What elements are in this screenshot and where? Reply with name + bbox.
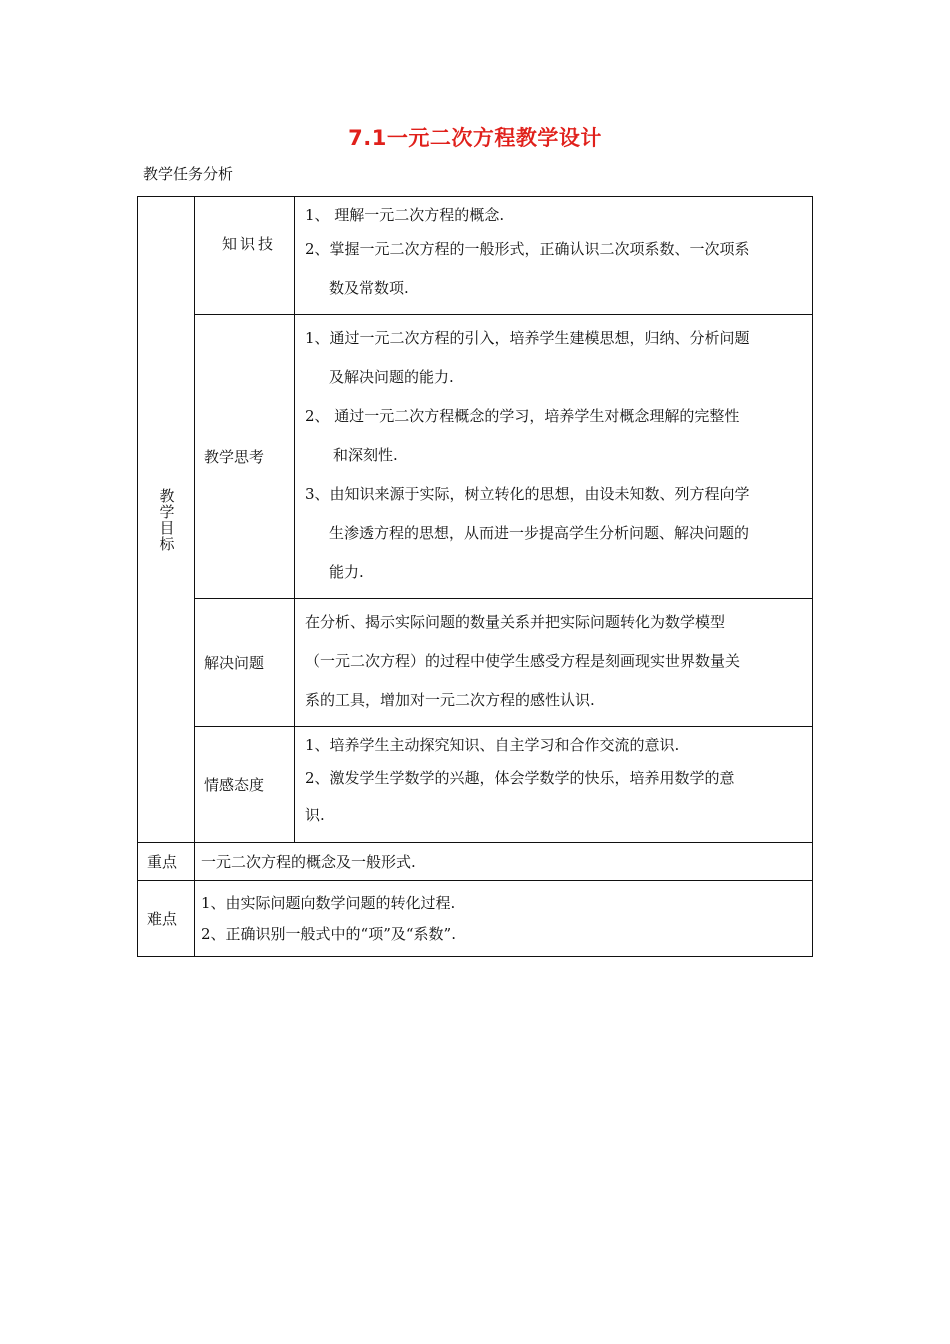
table-row bbox=[138, 727, 813, 843]
content-line: 识. bbox=[305, 806, 325, 824]
table-row bbox=[138, 881, 813, 957]
section-content bbox=[295, 599, 813, 727]
content-line: 1、 理解一元二次方程的概念. bbox=[305, 206, 505, 224]
difficulty-label: 难点 bbox=[138, 881, 195, 957]
teaching-analysis-table bbox=[137, 196, 813, 957]
document-title: 7.1一元二次方程教学设计 bbox=[348, 126, 602, 150]
content-line: 2、 通过一元二次方程概念的学习，培养学生对概念理解的完整性 bbox=[305, 407, 740, 425]
content-line: 1、通过一元二次方程的引入，培养学生建模思想，归纳、分析问题 bbox=[305, 329, 750, 347]
content-line: （一元二次方程）的过程中使学生感受方程是刻画现实世界数量关 bbox=[305, 652, 741, 670]
section-content bbox=[295, 315, 813, 599]
content-line: 2、掌握一元二次方程的一般形式，正确认识二次项系数、一次项系 bbox=[305, 240, 750, 258]
content-line: 及解决问题的能力. bbox=[329, 368, 454, 386]
section-content bbox=[295, 727, 813, 843]
table-row bbox=[138, 315, 813, 599]
content-line: 1、由实际问题向数学问题的转化过程. bbox=[201, 893, 456, 912]
section-label: 知识技 bbox=[195, 197, 295, 315]
content-line: 1、培养学生主动探究知识、自主学习和合作交流的意识. bbox=[305, 736, 680, 754]
content-line: 在分析、揭示实际问题的数量关系并把实际问题转化为数学模型 bbox=[305, 613, 726, 631]
table-row bbox=[138, 197, 813, 315]
content-line: 2、激发学生学数学的兴趣，体会学数学的快乐，培养用数学的意 bbox=[305, 769, 735, 787]
key-point-label: 重点 bbox=[138, 843, 195, 881]
section-label: 教学思考 bbox=[195, 315, 295, 599]
table-row bbox=[138, 599, 813, 727]
difficulty-content bbox=[195, 881, 813, 957]
section-label: 解决问题 bbox=[195, 599, 295, 727]
section-label: 情感态度 bbox=[195, 727, 295, 843]
content-line: 和深刻性. bbox=[333, 446, 398, 464]
content-line: 系的工具，增加对一元二次方程的感性认识. bbox=[305, 691, 595, 709]
content-line: 3、由知识来源于实际，树立转化的思想，由设未知数、列方程向学 bbox=[305, 485, 750, 503]
goals-label: 教学目标 bbox=[157, 487, 176, 552]
table-row bbox=[138, 843, 813, 881]
goals-header-cell bbox=[138, 197, 195, 843]
section-subtitle: 教学任务分析 bbox=[143, 165, 234, 183]
content-line: 能力. bbox=[329, 563, 364, 581]
content-line: 2、正确识别一般式中的“项”及“系数”. bbox=[201, 924, 456, 943]
content-line: 生渗透方程的思想，从而进一步提高学生分析问题、解决问题的 bbox=[329, 524, 750, 542]
section-content bbox=[295, 197, 813, 315]
key-point-text: 一元二次方程的概念及一般形式. bbox=[195, 843, 813, 881]
content-line: 数及常数项. bbox=[329, 279, 409, 297]
